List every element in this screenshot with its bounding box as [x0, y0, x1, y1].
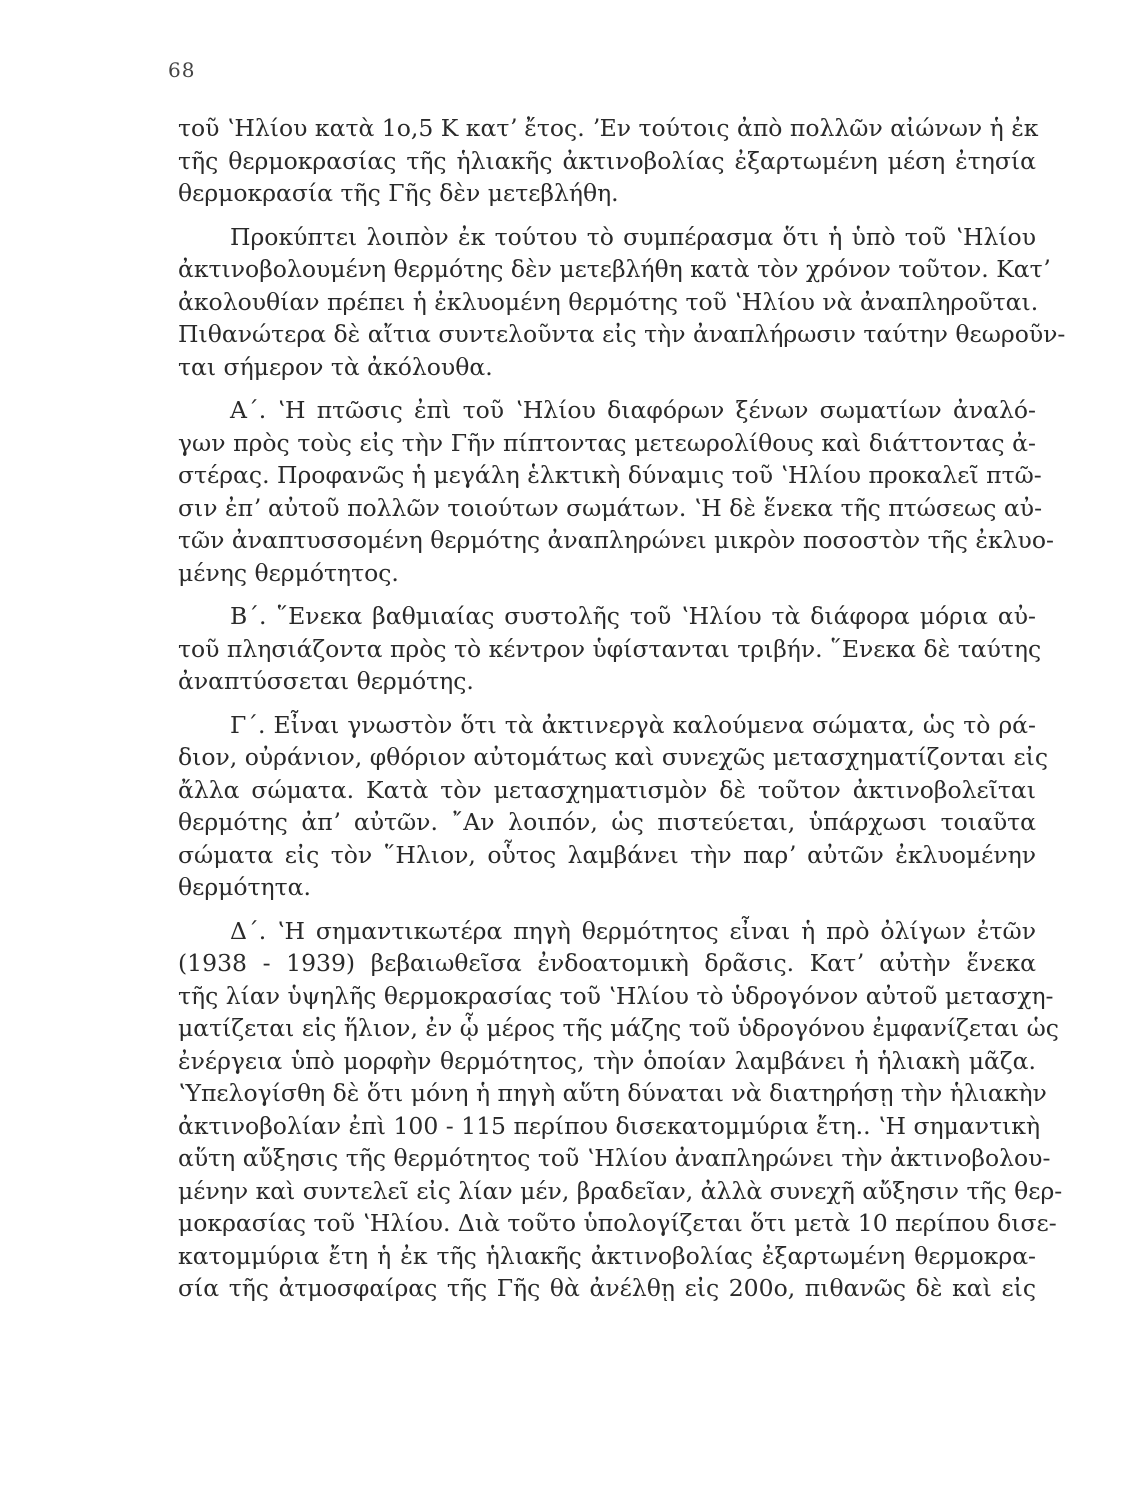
text-line: θερμότης ἀπʼ αὐτῶν. ῎Αν λοιπόν, ὡς πιστεύεται, ὑπάρχωσι τοιαῦτα [178, 808, 1036, 836]
text-line: μένην καὶ συντελεῖ εἰς λίαν μέν, βραδεῖαν, ἀλλὰ συνεχῆ αὔξησιν τῆς θερ- [178, 1176, 1063, 1205]
text-line: Α΄. ʽΗ πτῶσις ἐπὶ τοῦ ʽΗλίου διαφόρων ξένων σωματίων ἀναλό- [230, 396, 1036, 424]
text-line: σία τῆς ἀτμοσφαίρας τῆς Γῆς θὰ ἀνέλθῃ εἰς 200ο, πιθανῶς δὲ καὶ εἰς [178, 1274, 1036, 1302]
text-line: θερμότητα. [178, 873, 311, 901]
text-line: Πιθανώτερα δὲ αἴτια συντελοῦντα εἰς τὴν ἀναπλήρωσιν ταύτην θεωροῦν- [178, 320, 1066, 348]
text-line: κατομμύρια ἔτη ἡ ἐκ τῆς ἡλιακῆς ἀκτινοβολίας ἐξαρτωμένη θερμοκρα- [178, 1241, 1036, 1270]
text-line: ʽΥπελογίσθη δὲ ὅτι μόνη ἡ πηγὴ αὕτη δύναται νὰ διατηρήσῃ τὴν ἡλιακὴν [178, 1079, 1047, 1107]
text-line: ἀναπτύσσεται θερμότης. [178, 667, 474, 695]
paragraph-d [178, 915, 1063, 1305]
text-line: ἀκτινοβολουμένη θερμότης δὲν μετεβλήθη κατὰ τὸν χρόνον τοῦτον. Κατʼ [178, 255, 1051, 283]
text-line: ἀκτινοβολίαν ἐπὶ 100 - 115 περίπου δισεκατομμύρια ἔτη.. ʽΗ σημαντικὴ [178, 1111, 1041, 1140]
paragraph-b [178, 600, 1042, 698]
text-line: ται σήμερον τὰ ἀκόλουθα. [178, 352, 493, 381]
body-text [178, 112, 1066, 1316]
text-line: στέρας. Προφανῶς ἡ μεγάλη ἑλκτικὴ δύναμις τοῦ ʽΗλίου προκαλεῖ πτῶ- [178, 461, 1042, 489]
text-line: Β΄. ῞Ενεκα βαθμιαίας συστολῆς τοῦ ʽΗλίου τὰ διάφορα μόρια αὐ- [230, 602, 1036, 630]
text-line: θερμοκρασία τῆς Γῆς δὲν μετεβλήθη. [178, 179, 619, 207]
paragraph [178, 221, 1066, 384]
paragraph-a [178, 394, 1054, 589]
text-line: (1938 - 1939) βεβαιωθεῖσα ἐνδοατομικὴ δρᾶσις. Κατʼ αὐτὴν ἕνεκα [178, 949, 1036, 977]
paragraph-c [178, 709, 1049, 904]
text-line: Δ΄. ʽΗ σημαντικωτέρα πηγὴ θερμότητος εἶναι ἡ πρὸ ὀλίγων ἐτῶν [230, 916, 1036, 945]
text-line: γων πρὸς τοὺς εἰς τὴν Γῆν πίπτοντας μετεωρολίθους καὶ διάττοντας ἀ- [178, 428, 1036, 457]
text-line: μοκρασίας τοῦ ʽΗλίου. Διὰ τοῦτο ὑπολογίζεται ὅτι μετὰ 10 περίπου δισε- [178, 1209, 1057, 1237]
text-line: ἐνέργεια ὑπὸ μορφὴν θερμότητος, τὴν ὁποίαν λαμβάνει ἡ ἡλιακὴ μᾶζα. [178, 1046, 1036, 1075]
text-line: σιν ἐπʼ αὐτοῦ πολλῶν τοιούτων σωμάτων. ʽΗ δὲ ἕνεκα τῆς πτώσεως αὐ- [178, 493, 1043, 522]
text-line: μένης θερμότητος. [178, 558, 399, 587]
text-line: τοῦ ʽΗλίου κατὰ 1ο,5 Κ κατʼ ἔτος. ʼΕν τούτοις ἀπὸ πολλῶν αἰώνων ἡ ἐκ [178, 114, 1039, 142]
text-line: τῆς λίαν ὑψηλῆς θερμοκρασίας τοῦ ʽΗλίου τὸ ὑδρογόνον αὐτοῦ μετασχη- [178, 981, 1054, 1010]
text-line: ἄλλα σώματα. Κατὰ τὸν μετασχηματισμὸν δὲ τοῦτον ἀκτινοβολεῖται [178, 775, 1036, 804]
text-line: αὕτη αὔξησις τῆς θερμότητος τοῦ ʽΗλίου ἀναπληρώνει τὴν ἀκτινοβολου- [178, 1144, 1051, 1172]
paragraph [178, 112, 1039, 210]
text-line: τῆς θερμοκρασίας τῆς ἡλιακῆς ἀκτινοβολίας ἐξαρτωμένη μέση ἐτησία [178, 146, 1036, 175]
text-line: τῶν ἀναπτυσσομένη θερμότης ἀναπληρώνει μικρὸν ποσοστὸν τῆς ἐκλυο- [178, 526, 1054, 554]
page-number: 68 [168, 58, 196, 82]
text-line: διον, οὐράνιον, φθόριον αὐτομάτως καὶ συνεχῶς μετασχηματίζονται εἰς [178, 743, 1049, 771]
text-line: ἀκολουθίαν πρέπει ἡ ἐκλυομένη θερμότης τοῦ ʽΗλίου νὰ ἀναπληροῦται. [178, 287, 1039, 316]
text-line: ματίζεται εἰς ἥλιον, ἐν ᾧ μέρος τῆς μάζης τοῦ ὑδρογόνου ἐμφανίζεται ὡς [178, 1014, 1059, 1042]
text-line: σώματα εἰς τὸν ῞Ηλιον, οὗτος λαμβάνει τὴν παρʼ αὐτῶν ἐκλυομένην [178, 840, 1036, 869]
text-line: τοῦ πλησιάζοντα πρὸς τὸ κέντρον ὑφίστανται τριβήν. ῞Ενεκα δὲ ταύτης [178, 634, 1042, 663]
text-line: Γ΄. Εἶναι γνωστὸν ὅτι τὰ ἀκτινεργὰ καλούμενα σώματα, ὡς τὸ ρά- [230, 710, 1036, 739]
text-line: Προκύπτει λοιπὸν ἐκ τούτου τὸ συμπέρασμα ὅτι ἡ ὑπὸ τοῦ ʽΗλίου [230, 222, 1036, 251]
